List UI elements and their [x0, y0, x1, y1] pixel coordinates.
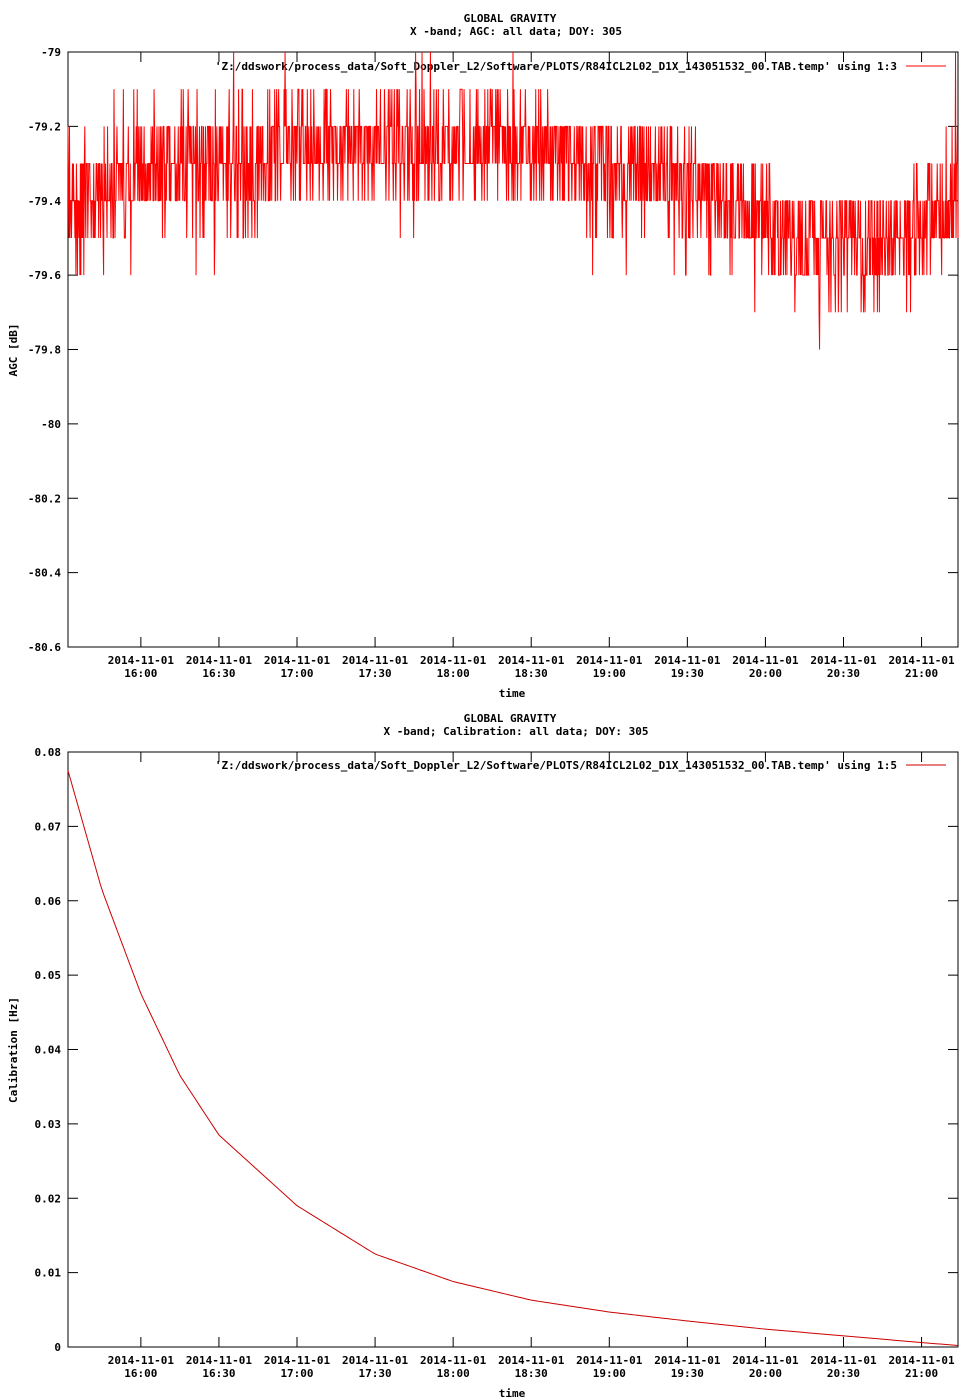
x-tick-date: 2014-11-01 [732, 654, 799, 667]
x-tick-time: 17:30 [358, 1367, 392, 1380]
legend-label: 'Z:/ddswork/process_data/Soft_Doppler_L2/Software/PLOTS/R84ICL2L02_D1X_143051532_00.TAB.temp' using 1:5 [214, 759, 897, 772]
x-tick-date: 2014-11-01 [263, 654, 331, 667]
x-tick-date: 2014-11-01 [654, 654, 721, 667]
x-tick-time: 19:30 [670, 1367, 704, 1380]
x-tick-time: 19:30 [670, 667, 704, 680]
x-tick-time: 16:00 [124, 667, 158, 680]
x-tick-date: 2014-11-01 [888, 1354, 955, 1367]
x-tick-time: 18:30 [514, 1367, 548, 1380]
x-tick-time: 21:00 [905, 1367, 939, 1380]
y-axis-label: AGC [dB] [7, 323, 20, 377]
x-tick-time: 16:30 [202, 1367, 236, 1380]
x-tick-time: 20:00 [748, 667, 782, 680]
x-tick-date: 2014-11-01 [888, 654, 955, 667]
x-tick-time: 18:00 [436, 1367, 470, 1380]
x-tick-date: 2014-11-01 [576, 1354, 643, 1367]
y-tick-label: -79.6 [27, 269, 61, 283]
calibration-chart-panel [7, 712, 958, 1400]
y-tick-label: 0.08 [34, 746, 61, 759]
chart-subtitle: X -band; Calibration: all data; DOY: 305 [383, 725, 649, 738]
x-tick-date: 2014-11-01 [185, 654, 253, 667]
x-tick-time: 18:00 [436, 667, 470, 680]
x-tick-date: 2014-11-01 [107, 1354, 174, 1367]
y-tick-label: 0.05 [34, 969, 61, 983]
x-tick-time: 20:30 [826, 667, 861, 680]
y-tick-label: -80.6 [27, 641, 61, 654]
x-tick-date: 2014-11-01 [263, 1354, 331, 1367]
calibration-series-line [68, 771, 958, 1346]
x-tick-date: 2014-11-01 [810, 654, 877, 667]
x-tick-date: 2014-11-01 [185, 1354, 253, 1367]
x-tick-date: 2014-11-01 [341, 654, 409, 667]
y-tick-label: 0.02 [34, 1192, 61, 1206]
x-tick-date: 2014-11-01 [420, 654, 487, 667]
x-tick-date: 2014-11-01 [810, 1354, 877, 1367]
chart-title: GLOBAL GRAVITY [463, 712, 557, 725]
y-tick-label: 0.01 [34, 1266, 61, 1280]
x-tick-time: 20:30 [826, 1367, 861, 1380]
x-tick-date: 2014-11-01 [498, 1354, 565, 1367]
x-tick-time: 17:00 [280, 1367, 314, 1380]
y-tick-label: 0.06 [34, 894, 61, 908]
agc-chart-panel [7, 12, 958, 700]
x-tick-time: 20:00 [748, 1367, 782, 1380]
x-tick-time: 17:30 [358, 667, 392, 680]
x-tick-time: 21:00 [905, 667, 939, 680]
legend-label: 'Z:/ddswork/process_data/Soft_Doppler_L2/Software/PLOTS/R84ICL2L02_D1X_143051532_00.TAB.temp' using 1:3 [214, 60, 897, 73]
x-tick-time: 18:30 [514, 667, 548, 680]
x-tick-date: 2014-11-01 [732, 1354, 799, 1367]
y-tick-label: -79.2 [27, 120, 61, 134]
y-tick-label: -80 [41, 417, 61, 431]
x-axis-label: time [498, 1387, 526, 1400]
x-tick-time: 19:00 [592, 667, 626, 680]
y-axis-label: Calibration [Hz] [7, 997, 20, 1103]
x-tick-time: 16:00 [124, 1367, 158, 1380]
chart-subtitle: X -band; AGC: all data; DOY: 305 [410, 25, 622, 38]
x-tick-time: 19:00 [592, 1367, 626, 1380]
x-tick-date: 2014-11-01 [498, 654, 565, 667]
y-tick-label: -80.4 [27, 566, 61, 580]
x-tick-date: 2014-11-01 [107, 654, 174, 667]
x-tick-date: 2014-11-01 [341, 1354, 409, 1367]
x-tick-time: 17:00 [280, 667, 314, 680]
y-tick-label: -79.4 [27, 194, 61, 208]
y-tick-label: -79 [41, 46, 61, 59]
chart-title: GLOBAL GRAVITY [463, 12, 557, 25]
x-axis-label: time [498, 687, 526, 700]
x-tick-date: 2014-11-01 [654, 1354, 721, 1367]
y-tick-label: 0.07 [34, 820, 61, 834]
y-tick-label: 0.04 [34, 1043, 61, 1057]
y-tick-label: -80.2 [27, 492, 61, 506]
plot-frame [68, 752, 958, 1347]
x-tick-date: 2014-11-01 [420, 1354, 487, 1367]
y-tick-label: 0.03 [34, 1117, 61, 1131]
y-tick-label: 0 [54, 1341, 61, 1354]
x-tick-date: 2014-11-01 [576, 654, 643, 667]
y-tick-label: -79.8 [27, 343, 61, 357]
agc-series-line [68, 52, 958, 350]
x-tick-time: 16:30 [202, 667, 236, 680]
